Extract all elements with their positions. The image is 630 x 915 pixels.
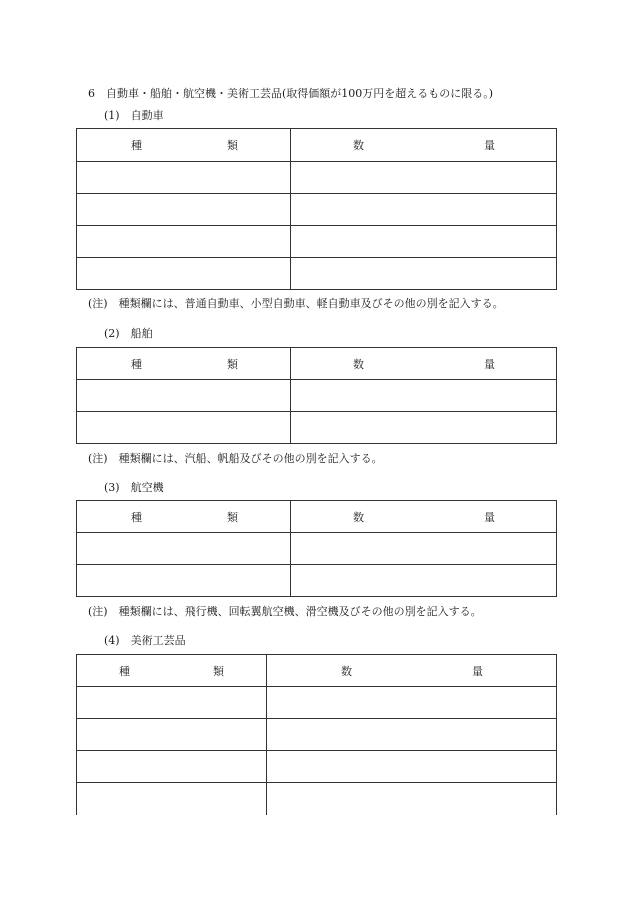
table-row — [77, 194, 557, 226]
table-ship — [76, 347, 557, 444]
header-kind — [77, 501, 291, 533]
quantity-cell[interactable] — [291, 162, 557, 194]
table-header-row — [77, 129, 557, 162]
header-kind — [77, 129, 291, 162]
header-kind-char-2: 類 — [227, 357, 238, 371]
quantity-cell[interactable] — [267, 751, 557, 783]
table-header-row — [77, 348, 557, 380]
quantity-cell[interactable] — [291, 226, 557, 258]
table-row — [77, 412, 557, 444]
quantity-cell[interactable] — [291, 258, 557, 290]
table-header-row — [77, 655, 557, 687]
header-qty-char-1: 数 — [341, 664, 352, 678]
kind-cell[interactable] — [77, 751, 267, 783]
kind-cell[interactable] — [77, 380, 291, 412]
quantity-cell[interactable] — [291, 380, 557, 412]
header-quantity — [291, 348, 557, 380]
kind-cell[interactable] — [77, 533, 291, 565]
table-automobile — [76, 128, 557, 290]
kind-cell[interactable] — [77, 687, 267, 719]
quantity-cell[interactable] — [291, 565, 557, 597]
kind-cell[interactable] — [77, 783, 267, 815]
table-row — [77, 783, 557, 815]
header-kind-char-2: 類 — [213, 664, 224, 678]
header-kind-char-1: 種 — [119, 664, 130, 678]
header-qty-char-2: 量 — [484, 510, 495, 524]
header-qty-char-2: 量 — [484, 357, 495, 371]
header-quantity — [267, 655, 557, 687]
note-aircraft: (注) 種類欄には、飛行機、回転翼航空機、滑空機及びその他の別を記入する。 — [88, 605, 482, 618]
kind-cell[interactable] — [77, 258, 291, 290]
table-row — [77, 687, 557, 719]
kind-cell[interactable] — [77, 565, 291, 597]
header-kind-char-1: 種 — [131, 510, 142, 524]
table-title-aircraft: (3) 航空機 — [104, 481, 164, 494]
table-row — [77, 162, 557, 194]
table-row — [77, 751, 557, 783]
header-quantity — [291, 501, 557, 533]
quantity-cell[interactable] — [267, 783, 557, 815]
header-qty-char-1: 数 — [353, 357, 364, 371]
table-row — [77, 258, 557, 290]
note-ship: (注) 種類欄には、汽船、帆船及びその他の別を記入する。 — [88, 452, 383, 465]
table-row — [77, 565, 557, 597]
header-kind — [77, 655, 267, 687]
kind-cell[interactable] — [77, 226, 291, 258]
header-qty-char-2: 量 — [472, 664, 483, 678]
kind-cell[interactable] — [77, 412, 291, 444]
table-row — [77, 380, 557, 412]
table-title-automobile: (1) 自動車 — [104, 109, 164, 122]
kind-cell[interactable] — [77, 162, 291, 194]
quantity-cell[interactable] — [291, 194, 557, 226]
note-automobile: (注) 種類欄には、普通自動車、小型自動車、軽自動車及びその他の別を記入する。 — [88, 297, 504, 310]
header-kind-char-1: 種 — [131, 357, 142, 371]
header-kind — [77, 348, 291, 380]
header-quantity — [291, 129, 557, 162]
header-kind-char-2: 類 — [227, 139, 238, 152]
table-row — [77, 533, 557, 565]
table-art-crafts — [76, 654, 557, 815]
table-title-art-crafts: (4) 美術工芸品 — [104, 634, 186, 647]
table-aircraft — [76, 500, 557, 597]
table-title-ship: (2) 船舶 — [104, 327, 153, 340]
quantity-cell[interactable] — [291, 412, 557, 444]
table-header-row — [77, 501, 557, 533]
header-qty-char-1: 数 — [353, 139, 364, 152]
quantity-cell[interactable] — [267, 687, 557, 719]
section-heading: 6 自動車・船舶・航空機・美術工芸品(取得価額が100万円を超えるものに限る。) — [88, 87, 494, 100]
header-qty-char-2: 量 — [484, 139, 495, 152]
kind-cell[interactable] — [77, 719, 267, 751]
header-kind-char-2: 類 — [227, 510, 238, 524]
header-kind-char-1: 種 — [131, 139, 142, 152]
header-qty-char-1: 数 — [353, 510, 364, 524]
quantity-cell[interactable] — [291, 533, 557, 565]
table-row — [77, 719, 557, 751]
quantity-cell[interactable] — [267, 719, 557, 751]
table-row — [77, 226, 557, 258]
kind-cell[interactable] — [77, 194, 291, 226]
